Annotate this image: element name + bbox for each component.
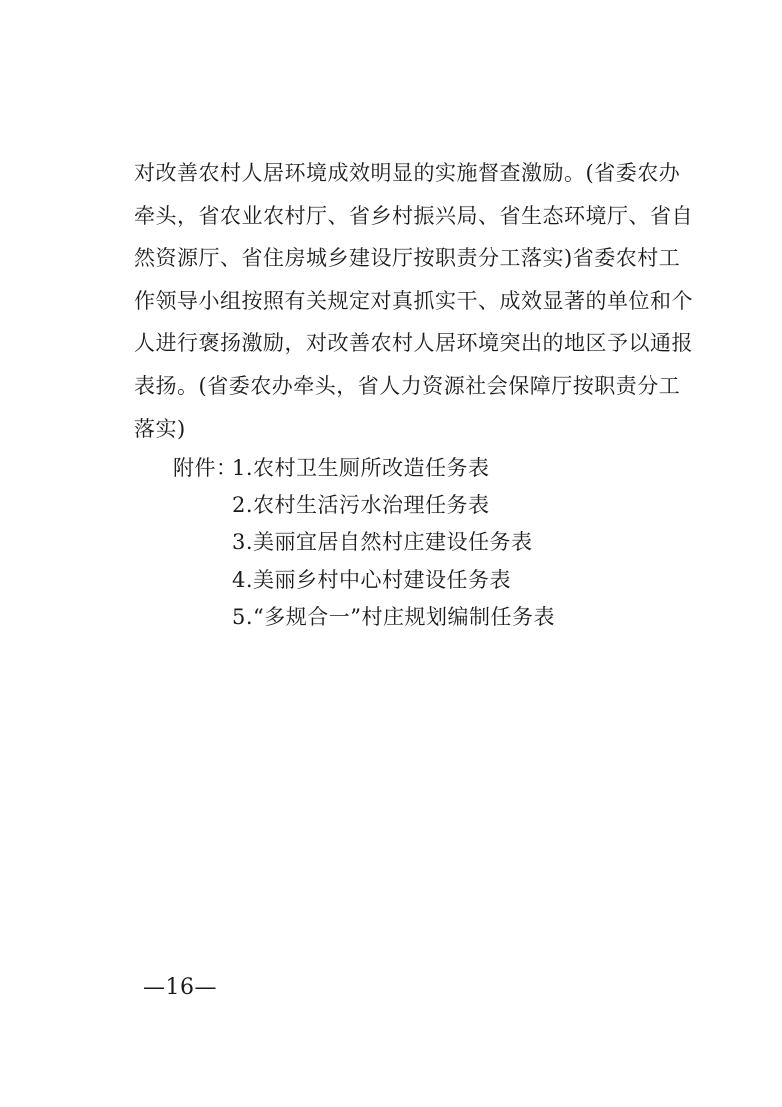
attachment-row [173, 487, 555, 524]
page-number: —16— [143, 975, 217, 1000]
attachment-item: 2.农村生活污水治理任务表 [232, 493, 490, 518]
body-line: 人进行褒扬激励，对改善农村人居环境突出的地区予以通报 [134, 331, 693, 356]
body-line: 作领导小组按照有关规定对真抓实干、成效显著的单位和个 [134, 288, 693, 313]
body-line: 然资源厅、省住房城乡建设厅按职责分工落实)省委农村工 [134, 246, 681, 271]
body-paragraph [134, 152, 693, 450]
attachment-row [173, 524, 555, 561]
attachment-row [173, 599, 555, 636]
body-line: 落实) [134, 416, 186, 441]
attachment-item: 1.农村卫生厕所改造任务表 [232, 456, 490, 480]
attachment-label: 附件： [173, 456, 238, 480]
attachment-row [173, 450, 555, 487]
body-line: 牵头，省农业农村厅、省乡村振兴局、省生态环境厅、省自 [134, 203, 693, 228]
body-line: 表扬。(省委农办牵头，省人力资源社会保障厅按职责分工 [134, 373, 681, 398]
attachment-list [173, 450, 555, 636]
attachment-item: 5.“多规合一”村庄规划编制任务表 [232, 604, 556, 629]
attachment-row [173, 562, 555, 599]
attachment-item: 3.美丽宜居自然村庄建设任务表 [232, 530, 533, 555]
attachment-item: 4.美丽乡村中心村建设任务表 [232, 567, 512, 592]
body-line: 对改善农村人居环境成效明显的实施督查激励。(省委农办 [134, 161, 681, 185]
